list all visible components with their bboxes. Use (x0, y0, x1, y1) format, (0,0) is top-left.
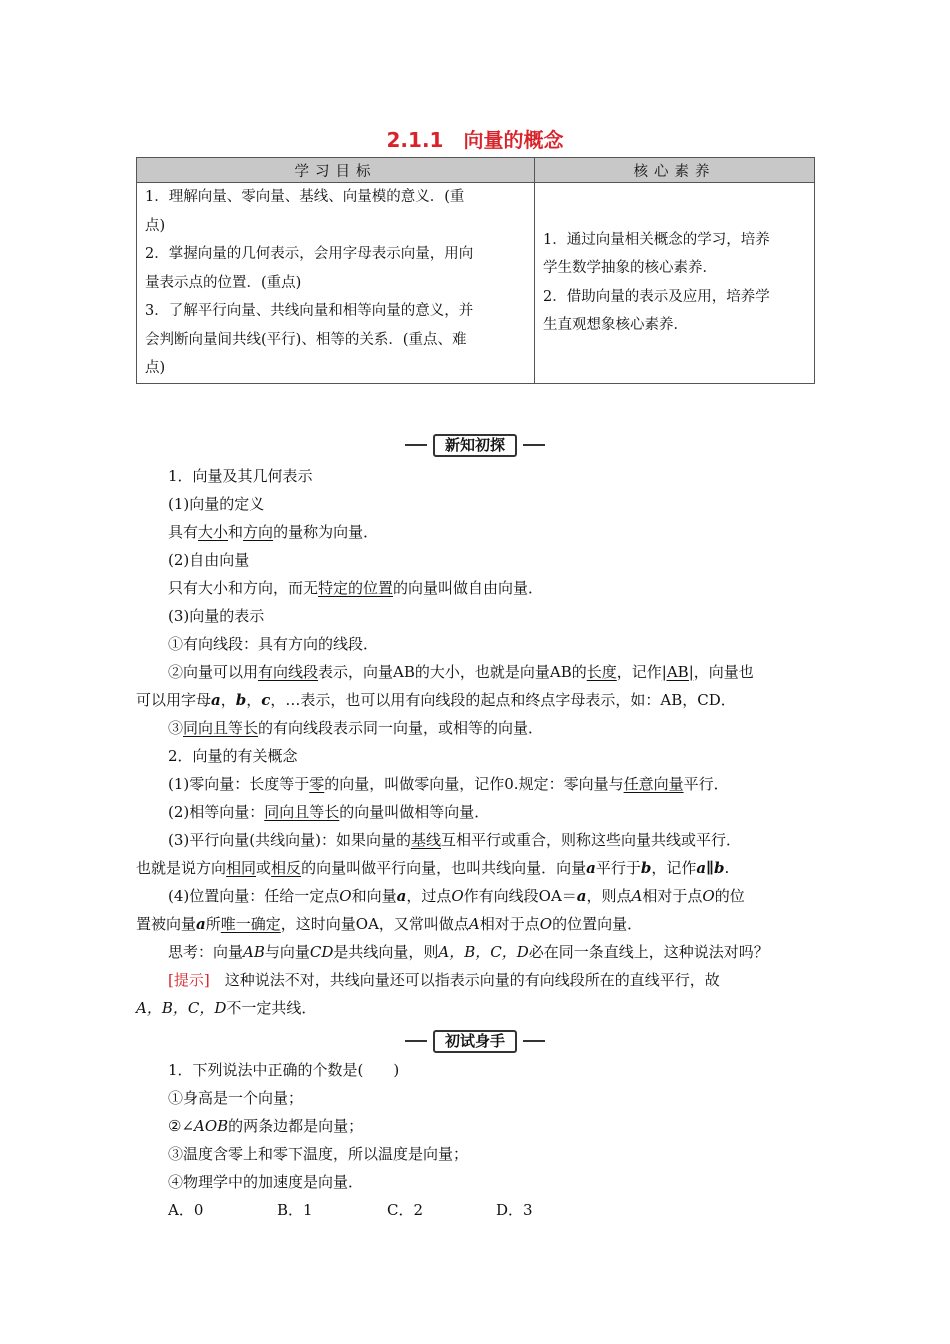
literacy-line: 1．通过向量相关概念的学习，培养 (543, 231, 770, 248)
goals-left-cell (137, 183, 535, 384)
section-badge-try (0, 1030, 950, 1053)
exercise-item: ③温度含零上和零下温度，所以温度是向量； (168, 1145, 469, 1163)
exercise-item: ②∠AOB的两条边都是向量； (168, 1117, 364, 1135)
goal-line: 会判断向量间共线(平行)、相等的关系．(重点、难 (145, 331, 467, 348)
option-b: B．1 (277, 1201, 313, 1219)
literacy-line: 生直观想象核心素养． (543, 317, 688, 334)
option-d: D．3 (496, 1201, 533, 1219)
text-line: (4)位置向量：任给一定点O和向量a，过点O作有向线段OA＝a，则点A相对于点O的位 (168, 887, 745, 905)
heading-1: 1．向量及其几何表示 (168, 467, 313, 485)
goal-line: 点) (145, 360, 166, 376)
goal-line: 1．理解向量、零向量、基线、向量模的意义．(重 (145, 189, 465, 205)
literacy-line: 学生数学抽象的核心素养． (543, 260, 717, 277)
option-a: A．0 (168, 1201, 204, 1219)
exercise-item: ①身高是一个向量； (168, 1089, 304, 1107)
exercise-item: ④物理学中的加速度是向量． (168, 1173, 364, 1191)
goals-header-right: 核心素养 (535, 158, 815, 183)
goal-line: 3．了解平行向量、共线向量和相等向量的意义，并 (145, 303, 474, 319)
badge-label: 新知初探 (433, 434, 517, 457)
think-question: 思考：向量AB与向量CD是共线向量，则A，B，C，D必在同一条直线上，这种说法对吗？ (168, 943, 769, 961)
text-line: (1)零向量：长度等于零的向量，叫做零向量，记作0.规定：零向量与任意向量平行． (168, 775, 729, 793)
literacy-line: 2．借助向量的表示及应用，培养学 (543, 288, 770, 305)
hint-label: [提示] (168, 971, 210, 989)
hint-line: [提示] 这种说法不对，共线向量还可以指表示向量的有向线段所在的直线平行，故 (168, 971, 720, 989)
hint-line: A，B，C，D不一定共线． (136, 999, 317, 1017)
text-line: 置被向量a所唯一确定，这时向量OA，又常叫做点A相对于点O的位置向量． (136, 915, 643, 933)
page-title: 2.1.1 向量的概念 (386, 128, 564, 152)
text-line: 具有大小和方向的量称为向量． (168, 523, 379, 541)
exercise-question: 1．下列说法中正确的个数是( ) (168, 1061, 400, 1079)
text-line: ②向量可以用有向线段表示，向量AB的大小，也就是向量AB的长度，记作|AB|，向量也 (168, 663, 754, 681)
goals-header-left: 学习目标 (137, 158, 535, 183)
goal-line: 2．掌握向量的几何表示，会用字母表示向量，用向 (145, 246, 474, 262)
goal-line: 点) (145, 217, 166, 234)
text-line: 也就是说方向相同或相反的向量叫做平行向量，也叫共线向量．向量a平行于b，记作a∥b. (136, 859, 730, 877)
badge-label: 初试身手 (433, 1030, 517, 1053)
text-line: ①有向线段：具有方向的线段． (168, 635, 379, 653)
goal-line: 量表示点的位置．(重点) (145, 274, 302, 291)
text-line: 只有大小和方向，而无特定的位置的向量叫做自由向量． (168, 579, 544, 597)
subheading: (1)向量的定义 (168, 495, 265, 513)
text-line: (2)相等向量：同向且等长的向量叫做相等向量． (168, 803, 490, 821)
option-c: C．2 (387, 1201, 424, 1219)
goals-table (136, 157, 815, 384)
text-line: 可以用字母a，b，c，…表示，也可以用有向线段的起点和终点字母表示，如：AB，CD． (136, 691, 736, 709)
text-line: (3)平行向量(共线向量)：如果向量的基线互相平行或重合，则称这些向量共线或平行． (168, 831, 741, 849)
subheading: (3)向量的表示 (168, 607, 265, 625)
text-line: ③同向且等长的有向线段表示同一向量，或相等的向量． (168, 719, 544, 737)
goals-right-cell (535, 183, 815, 384)
subheading: (2)自由向量 (168, 551, 250, 569)
heading-2: 2．向量的有关概念 (168, 747, 298, 765)
section-badge-new (0, 434, 950, 457)
